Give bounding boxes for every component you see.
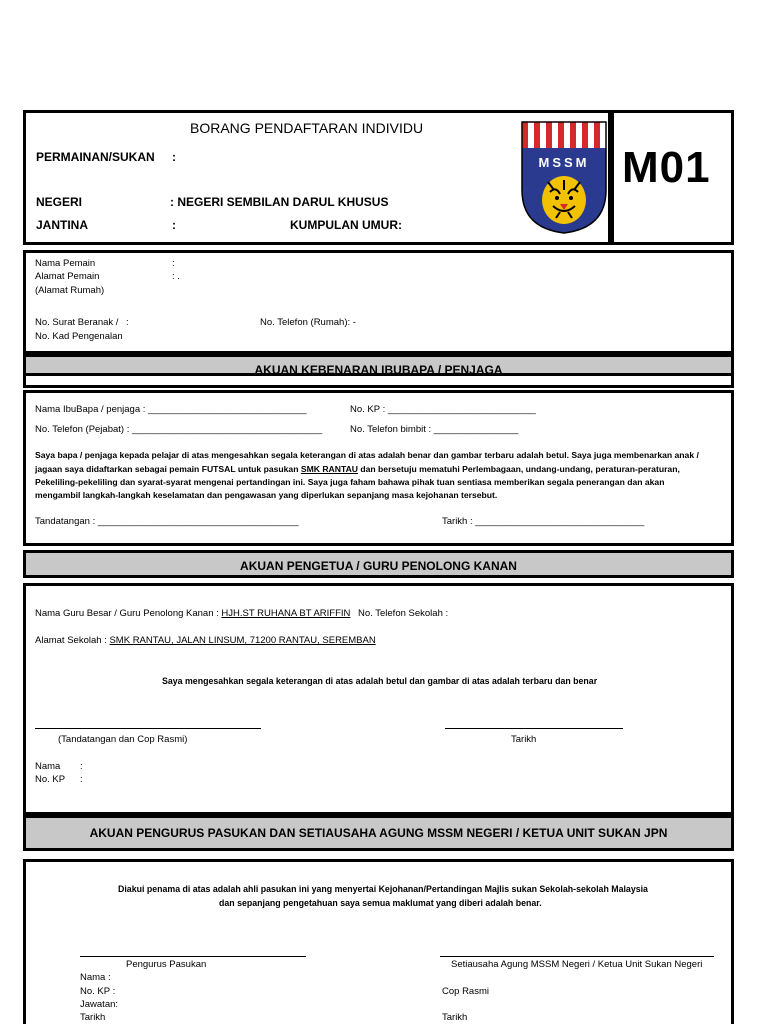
manager-caption: Pengurus Pasukan — [126, 959, 207, 970]
manager-declaration-line1: Diakui penama di atas adalah ahli pasukan ini yang menyertai Kejohanan/Pertandingan Majlis sukan Sekolah-sekolah Malaysia — [118, 884, 648, 894]
principal-nama-colon: : — [80, 761, 83, 772]
guardian-band-title: AKUAN KEBENARAN IBUBAPA / PENJAGA — [254, 363, 503, 376]
guardian-declaration-line3: Pekeliling-pekeliling dan syarat-syarat mengenai pertandingan ini. Saya juga faham bahawa pihak tuan sentiasa memberikan segala penerangan dan akan — [35, 477, 665, 487]
birth-cert-label: No. Surat Beranak / — [35, 317, 119, 328]
header-divider — [608, 112, 614, 242]
mobile-phone-label: No. Telefon bimbit : ________________ — [350, 424, 519, 435]
guardian-ic-label: No. KP : ____________________________ — [350, 404, 536, 415]
form-title: BORANG PENDAFTARAN INDIVIDU — [190, 120, 424, 136]
declaration-line2-b: dan bersetuju mematuhi Perlembagaan, undang-undang, peraturan-peraturan, — [358, 464, 680, 474]
clipped-strip — [23, 376, 734, 388]
principal-declaration: Saya mengesahkan segala keterangan di atas adalah betul dan gambar di atas adalah terbaru dan benar — [162, 676, 598, 686]
principal-signature-line — [35, 728, 261, 729]
principal-name-label: Nama Guru Besar / Guru Penolong Kanan : — [35, 608, 222, 619]
principal-signature-caption: (Tandatangan dan Cop Rasmi) — [58, 734, 188, 745]
guardian-date-label: Tarikh : ________________________________ — [442, 516, 645, 527]
home-address-label: (Alamat Rumah) — [35, 285, 105, 296]
school-address-label: Alamat Sekolah : — [35, 635, 110, 646]
manager-tarikh-label: Tarikh — [80, 1012, 106, 1023]
principal-date-caption: Tarikh — [511, 734, 537, 745]
cop-rasmi-label: Cop Rasmi — [442, 986, 489, 997]
principal-nama-label: Nama — [35, 761, 61, 772]
school-address-row — [35, 635, 376, 646]
guardian-band — [23, 354, 734, 376]
principal-date-line — [445, 728, 623, 729]
guardian-name-label: Nama IbuBapa / penjaga : ______________________________ — [35, 404, 307, 415]
declaration-line2-a: jagaan saya didaftarkan sebagai pemain FUTSAL untuk pasukan — [35, 464, 301, 474]
state-value: : NEGERI SEMBILAN DARUL KHUSUS — [170, 195, 389, 209]
manager-nama-label: Nama : — [80, 972, 111, 983]
manager-band-title: AKUAN PENGURUS PASUKAN DAN SETIAUSAHA AGUNG MSSM NEGERI / KETUA UNIT SUKAN JPN — [89, 826, 668, 840]
declaration-school: SMK RANTAU — [300, 464, 358, 474]
logo-text: MSSM — [538, 155, 590, 170]
id-card-label: No. Kad Pengenalan — [35, 331, 123, 342]
principal-name-row — [35, 608, 350, 619]
principal-band — [23, 550, 734, 578]
sport-label: PERMAINAN/SUKAN — [36, 150, 155, 164]
secretary-tarikh-label: Tarikh — [442, 1012, 468, 1023]
principal-name-value: HJH.ST RUHANA BT ARIFFIN — [221, 608, 351, 619]
secretary-caption: Setiausaha Agung MSSM Negeri / Ketua Unit Sukan Negeri — [451, 959, 703, 970]
player-address-label: Alamat Pemain — [35, 271, 100, 282]
school-address-value: SMK RANTAU, JALAN LINSUM, 71200 RANTAU, SEREMBAN — [109, 635, 376, 646]
age-group-label: KUMPULAN UMUR: — [290, 218, 402, 232]
player-name-label: Nama Pemain — [35, 258, 96, 269]
player-address-colon: : . — [172, 271, 180, 282]
state-label: NEGERI — [36, 195, 83, 209]
principal-kp-label: No. KP — [35, 774, 66, 785]
manager-declaration-line2: dan sepanjang pengetahuan saya semua maklumat yang diberi adalah benar. — [219, 898, 542, 908]
office-phone-label: No. Telefon (Pejabat) : ____________________________________ — [35, 424, 323, 435]
principal-band-title: AKUAN PENGETUA / GURU PENOLONG KANAN — [240, 559, 517, 573]
guardian-declaration-line2 — [35, 464, 680, 474]
gender-label: JANTINA — [36, 218, 89, 232]
gender-colon: : — [172, 218, 176, 232]
player-name-colon: : — [172, 258, 175, 269]
guardian-declaration-line4: mengambil langkah-langkah keselamatan dan pengawasan yang diperlukan sepanjang masa kejohanan tersebut. — [35, 490, 498, 500]
guardian-signature-label: Tandatangan : ______________________________________ — [35, 516, 299, 527]
guardian-declaration-line1: Saya bapa / penjaga kepada pelajar di atas mengesahkan segala keterangan di atas adalah benar dan gambar terbaru adalah betul. Saya juga membenarkan anak / — [35, 450, 699, 460]
school-phone-label: No. Telefon Sekolah : — [358, 608, 449, 619]
birth-cert-colon: : — [126, 317, 129, 328]
sport-colon: : — [172, 150, 176, 164]
secretary-signature-line — [440, 956, 714, 957]
mssm-logo — [520, 120, 608, 235]
manager-kp-label: No. KP : — [80, 986, 116, 997]
manager-jawatan-label: Jawatan: — [80, 999, 119, 1010]
principal-kp-colon: : — [80, 774, 83, 785]
form-code: M01 — [622, 143, 711, 192]
home-phone-label: No. Telefon (Rumah): - — [260, 317, 356, 328]
manager-signature-line — [80, 956, 306, 957]
manager-band — [23, 815, 734, 851]
player-section — [23, 250, 734, 354]
